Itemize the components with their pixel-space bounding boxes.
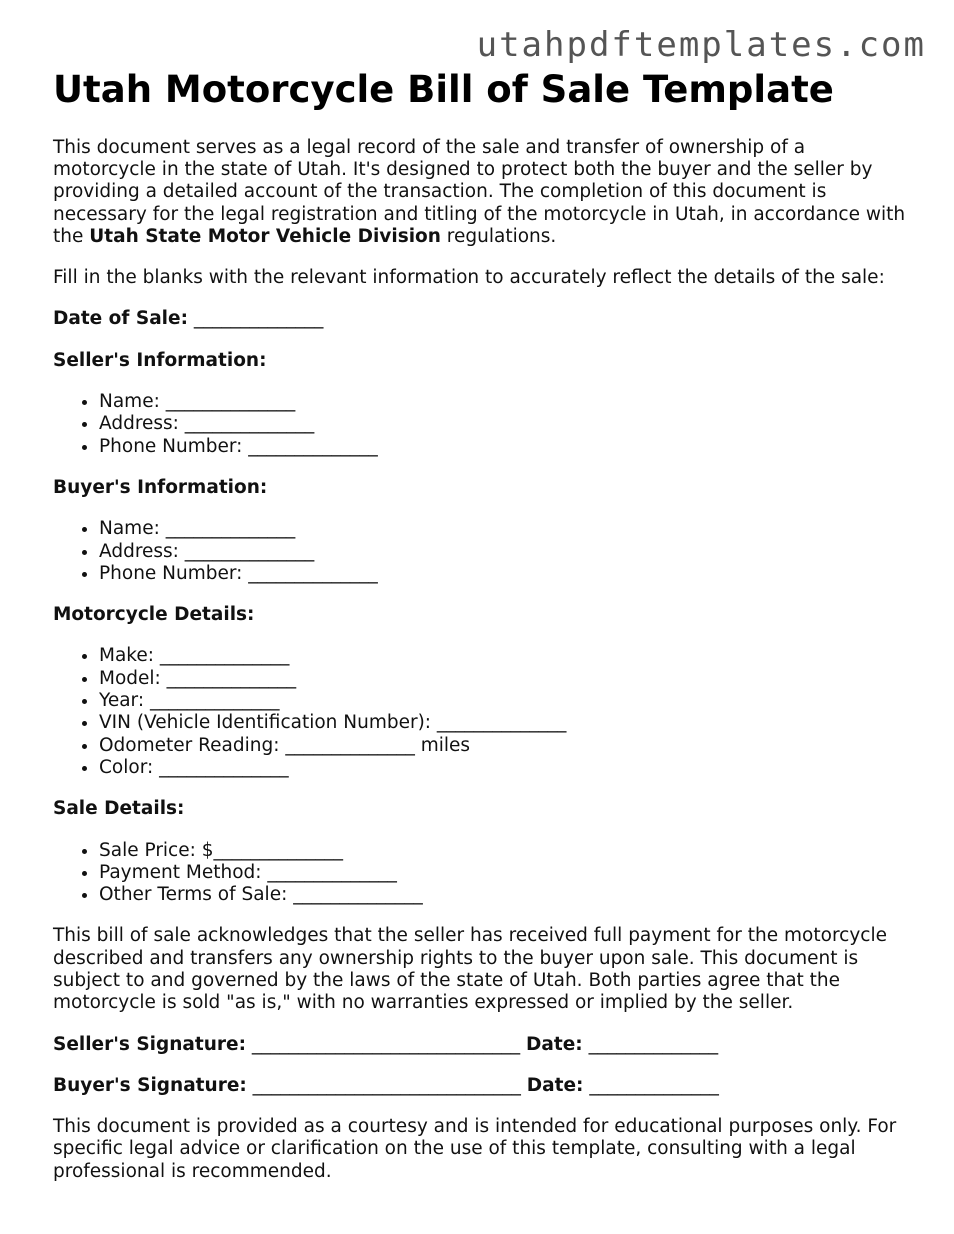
- sale-details-list: [53, 840, 913, 907]
- intro-text-after: regulations.: [440, 225, 557, 247]
- list-item: • Name: ______________: [99, 391, 913, 413]
- intro-text-before: This document serves as a legal record of the sale and transfer of ownership of a motorcycle in the state of Utah. It's designed to protect both the buyer and the seller by providing a detailed account of the transaction. The completion of this document is necessary for the legal registration and titling of the motorcycle in Utah, in accordance with the: [53, 136, 906, 247]
- seller-signature-label: Seller's Signature:: [53, 1033, 246, 1055]
- list-item: • Make: ______________: [99, 645, 913, 667]
- site-watermark: utahpdftemplates.com: [476, 25, 926, 65]
- list-item: • Color: ______________: [99, 757, 913, 779]
- date-of-sale-field: [53, 308, 913, 330]
- buyer-signature-label: Buyer's Signature:: [53, 1074, 247, 1096]
- sale-details-heading: Sale Details:: [53, 798, 185, 820]
- list-item: • Name: ______________: [99, 518, 913, 540]
- list-item: • Payment Method: ______________: [99, 862, 913, 884]
- date-of-sale-blank: ______________: [193, 308, 324, 330]
- list-item: • VIN (Vehicle Identification Number): ______________: [99, 712, 913, 734]
- list-item: • Address: ______________: [99, 413, 913, 435]
- list-item: • Other Terms of Sale: ______________: [99, 884, 913, 906]
- buyer-date-blank: ______________: [589, 1074, 719, 1096]
- buyer-signature-blank: _____________________________: [252, 1074, 521, 1096]
- instruction-paragraph: Fill in the blanks with the relevant information to accurately reflect the details of the sale:: [53, 267, 885, 289]
- intro-text-bold: Utah State Motor Vehicle Division: [89, 225, 441, 247]
- seller-info-list: [53, 391, 913, 458]
- motorcycle-details-list: [53, 645, 913, 779]
- buyer-info-heading: Buyer's Information:: [53, 476, 268, 498]
- date-of-sale-label: Date of Sale:: [53, 308, 188, 330]
- seller-signature-blank: _____________________________: [251, 1033, 521, 1055]
- list-item: • Phone Number: ______________: [99, 436, 913, 458]
- list-item: • Address: ______________: [99, 541, 913, 563]
- intro-paragraph: [53, 137, 913, 248]
- seller-info-heading: Seller's Information:: [53, 349, 267, 371]
- motorcycle-details-heading: Motorcycle Details:: [53, 604, 255, 626]
- buyer-signature-line: [53, 1075, 913, 1097]
- page-title: Utah Motorcycle Bill of Sale Template: [53, 68, 834, 111]
- list-item: • Phone Number: ______________: [99, 563, 913, 585]
- list-item: • Model: ______________: [99, 668, 913, 690]
- seller-date-label: Date:: [526, 1033, 583, 1055]
- document-body: [53, 70, 913, 1183]
- seller-signature-line: [53, 1034, 913, 1056]
- list-item: • Year: ______________: [99, 690, 913, 712]
- disclaimer-paragraph: This document is provided as a courtesy and is intended for educational purposes only. For specific legal advice or clarification on the use of this template, consulting with a legal professional is recommended.: [53, 1116, 897, 1182]
- buyer-date-label: Date:: [526, 1074, 584, 1096]
- buyer-info-list: [53, 518, 913, 585]
- list-item: • Odometer Reading: ______________ miles: [99, 735, 913, 757]
- seller-date-blank: ______________: [588, 1033, 719, 1055]
- list-item: • Sale Price: $______________: [99, 840, 913, 862]
- acknowledgment-paragraph: This bill of sale acknowledges that the seller has received full payment for the motorcycle described and transfers any ownership rights to the buyer upon sale. This document is subject to and governed by the laws of the state of Utah. Both parties agree that the motorcycle is sold "as is," with no warranties expressed or implied by the seller.: [53, 925, 887, 1014]
